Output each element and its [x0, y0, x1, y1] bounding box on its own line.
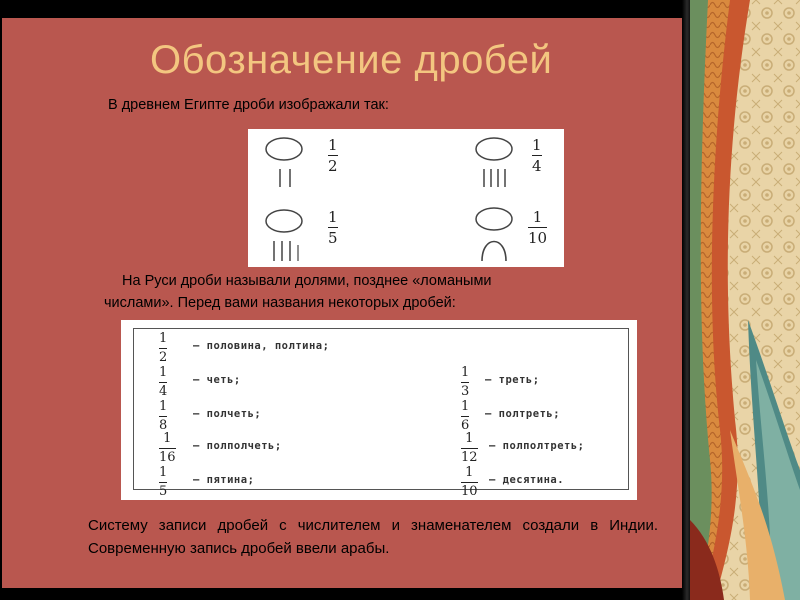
- name-sixth: — полтреть;: [485, 408, 561, 420]
- name-quarter: — четь;: [193, 374, 241, 386]
- egypt-intro-text: В древнем Египте дроби изображали так:: [108, 97, 389, 113]
- rus-intro-line-1: На Руси дроби называли долями, позднее «ломаными: [122, 273, 492, 289]
- name-tenth: — десятина.: [489, 474, 565, 486]
- name-sixteenth: — полполчеть;: [193, 440, 282, 452]
- name-fraction-sixteenth: 1 16: [159, 431, 176, 466]
- name-fifth: — пятина;: [193, 474, 255, 486]
- name-fraction-twelfth: 1 12: [461, 431, 478, 466]
- name-fraction-fifth: 1 5: [159, 465, 168, 500]
- left-edge: [0, 0, 2, 600]
- fraction-names-image: [121, 320, 637, 500]
- slide-title: Обозначение дробей: [150, 38, 553, 82]
- top-bar: [0, 0, 690, 18]
- egypt-glyph-tenth-icon: [470, 205, 520, 263]
- name-fraction-half: 1 2: [159, 331, 168, 366]
- name-eighth: — полчеть;: [193, 408, 262, 420]
- egypt-fraction-half: 1 2: [328, 136, 338, 176]
- rus-intro-text: [104, 270, 578, 314]
- decorative-pattern: [690, 0, 800, 600]
- name-half: — половина, полтина;: [193, 340, 330, 352]
- conclusion-text: Систему записи дробей с числителем и знаменателем создали в Индии. Современную запись дробей ввели арабы.: [88, 517, 658, 557]
- egypt-fraction-quarter: 1 4: [532, 136, 542, 176]
- name-fraction-eighth: 1 8: [159, 399, 168, 434]
- egypt-glyph-half-icon: [262, 135, 310, 191]
- bottom-bar: [0, 588, 690, 600]
- name-fraction-sixth: 1 6: [461, 399, 470, 434]
- name-twelfth: — полполтреть;: [489, 440, 585, 452]
- egypt-glyph-fifth-icon: [262, 207, 310, 265]
- rus-intro-line-2: числами». Перед вами названия некоторых дробей:: [104, 295, 456, 311]
- name-fraction-tenth: 1 10: [461, 465, 478, 500]
- egypt-fraction-tenth: 1 10: [528, 208, 548, 248]
- egypt-fraction-fifth: 1 5: [328, 208, 338, 248]
- name-fraction-quarter: 1 4: [159, 365, 168, 400]
- egypt-glyph-quarter-icon: [470, 135, 520, 191]
- name-fraction-third: 1 3: [461, 365, 470, 400]
- egypt-fractions-image: [248, 129, 564, 267]
- name-third: — треть;: [485, 374, 540, 386]
